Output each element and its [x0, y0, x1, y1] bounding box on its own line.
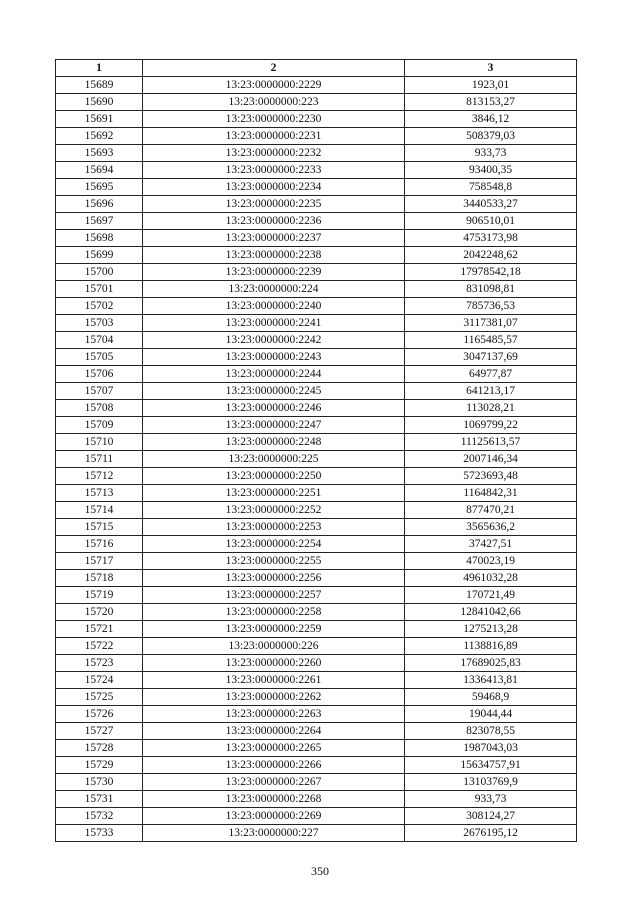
table-row	[56, 791, 577, 808]
cadastral-number-cell: 13:23:0000000:2264	[143, 723, 405, 740]
cadastral-number-cell: 13:23:0000000:2241	[143, 315, 405, 332]
table-row	[56, 281, 577, 298]
row-number-cell: 15726	[56, 706, 143, 723]
cadastral-number-cell: 13:23:0000000:2252	[143, 502, 405, 519]
row-number-cell: 15729	[56, 757, 143, 774]
row-number-cell: 15695	[56, 179, 143, 196]
row-number-cell: 15720	[56, 604, 143, 621]
cadastral-number-cell: 13:23:0000000:2235	[143, 196, 405, 213]
table-row	[56, 502, 577, 519]
row-number-cell: 15713	[56, 485, 143, 502]
row-number-cell: 15723	[56, 655, 143, 672]
table-row	[56, 349, 577, 366]
cadastral-number-cell: 13:23:0000000:2230	[143, 111, 405, 128]
value-cell: 12841042,66	[405, 604, 577, 621]
value-cell: 4961032,28	[405, 570, 577, 587]
row-number-cell: 15689	[56, 77, 143, 94]
column-header-2: 2	[143, 60, 405, 77]
row-number-cell: 15717	[56, 553, 143, 570]
value-cell: 59468,9	[405, 689, 577, 706]
cadastral-number-cell: 13:23:0000000:2243	[143, 349, 405, 366]
cadastral-number-cell: 13:23:0000000:2239	[143, 264, 405, 281]
cadastral-number-cell: 13:23:0000000:2231	[143, 128, 405, 145]
table-row	[56, 689, 577, 706]
cadastral-number-cell: 13:23:0000000:2254	[143, 536, 405, 553]
table-row	[56, 757, 577, 774]
cadastral-number-cell: 13:23:0000000:2268	[143, 791, 405, 808]
table-row	[56, 655, 577, 672]
table-row	[56, 774, 577, 791]
cadastral-number-cell: 13:23:0000000:224	[143, 281, 405, 298]
cadastral-number-cell: 13:23:0000000:2246	[143, 400, 405, 417]
table-row	[56, 485, 577, 502]
cadastral-number-cell: 13:23:0000000:226	[143, 638, 405, 655]
page-number: 350	[311, 864, 329, 878]
value-cell: 1069799,22	[405, 417, 577, 434]
cadastral-number-cell: 13:23:0000000:2260	[143, 655, 405, 672]
value-cell: 785736,53	[405, 298, 577, 315]
table-row	[56, 179, 577, 196]
row-number-cell: 15708	[56, 400, 143, 417]
value-cell: 508379,03	[405, 128, 577, 145]
cadastral-number-cell: 13:23:0000000:223	[143, 94, 405, 111]
table-row	[56, 111, 577, 128]
row-number-cell: 15696	[56, 196, 143, 213]
table-row	[56, 468, 577, 485]
value-cell: 5723693,48	[405, 468, 577, 485]
value-cell: 13103769,9	[405, 774, 577, 791]
table-row	[56, 315, 577, 332]
value-cell: 933,73	[405, 791, 577, 808]
cadastral-number-cell: 13:23:0000000:2242	[143, 332, 405, 349]
table-row	[56, 247, 577, 264]
cadastral-number-cell: 13:23:0000000:2233	[143, 162, 405, 179]
table-row	[56, 638, 577, 655]
value-cell: 3440533,27	[405, 196, 577, 213]
value-cell: 933,73	[405, 145, 577, 162]
table-row	[56, 366, 577, 383]
table-row	[56, 808, 577, 825]
row-number-cell: 15733	[56, 825, 143, 842]
cadastral-number-cell: 13:23:0000000:2269	[143, 808, 405, 825]
table-row	[56, 519, 577, 536]
cadastral-number-cell: 13:23:0000000:225	[143, 451, 405, 468]
row-number-cell: 15690	[56, 94, 143, 111]
table-row	[56, 230, 577, 247]
value-cell: 831098,81	[405, 281, 577, 298]
value-cell: 1336413,81	[405, 672, 577, 689]
table-row	[56, 723, 577, 740]
value-cell: 64977,87	[405, 366, 577, 383]
value-cell: 2676195,12	[405, 825, 577, 842]
value-cell: 823078,55	[405, 723, 577, 740]
row-number-cell: 15702	[56, 298, 143, 315]
row-number-cell: 15698	[56, 230, 143, 247]
cadastral-number-cell: 13:23:0000000:2232	[143, 145, 405, 162]
row-number-cell: 15691	[56, 111, 143, 128]
cadastral-number-cell: 13:23:0000000:2253	[143, 519, 405, 536]
value-cell: 641213,17	[405, 383, 577, 400]
value-cell: 17689025,83	[405, 655, 577, 672]
row-number-cell: 15692	[56, 128, 143, 145]
cadastral-number-cell: 13:23:0000000:2244	[143, 366, 405, 383]
value-cell: 4753173,98	[405, 230, 577, 247]
row-number-cell: 15732	[56, 808, 143, 825]
row-number-cell: 15699	[56, 247, 143, 264]
row-number-cell: 15711	[56, 451, 143, 468]
row-number-cell: 15700	[56, 264, 143, 281]
row-number-cell: 15694	[56, 162, 143, 179]
value-cell: 1987043,03	[405, 740, 577, 757]
cadastral-value-table	[55, 59, 577, 842]
table-row	[56, 400, 577, 417]
cadastral-number-cell: 13:23:0000000:2251	[143, 485, 405, 502]
value-cell: 170721,49	[405, 587, 577, 604]
value-cell: 11125613,57	[405, 434, 577, 451]
row-number-cell: 15714	[56, 502, 143, 519]
table-body	[56, 77, 577, 842]
table-row	[56, 298, 577, 315]
table-row	[56, 587, 577, 604]
value-cell: 3565636,2	[405, 519, 577, 536]
table-row	[56, 451, 577, 468]
row-number-cell: 15710	[56, 434, 143, 451]
table-row	[56, 672, 577, 689]
cadastral-number-cell: 13:23:0000000:2245	[143, 383, 405, 400]
row-number-cell: 15719	[56, 587, 143, 604]
row-number-cell: 15718	[56, 570, 143, 587]
cadastral-number-cell: 13:23:0000000:227	[143, 825, 405, 842]
row-number-cell: 15706	[56, 366, 143, 383]
table-row	[56, 332, 577, 349]
value-cell: 2007146,34	[405, 451, 577, 468]
table-header	[56, 60, 577, 77]
cadastral-number-cell: 13:23:0000000:2237	[143, 230, 405, 247]
cadastral-number-cell: 13:23:0000000:2229	[143, 77, 405, 94]
row-number-cell: 15715	[56, 519, 143, 536]
table-row	[56, 570, 577, 587]
cadastral-number-cell: 13:23:0000000:2261	[143, 672, 405, 689]
row-number-cell: 15701	[56, 281, 143, 298]
cadastral-number-cell: 13:23:0000000:2265	[143, 740, 405, 757]
row-number-cell: 15712	[56, 468, 143, 485]
cadastral-number-cell: 13:23:0000000:2259	[143, 621, 405, 638]
cadastral-number-cell: 13:23:0000000:2248	[143, 434, 405, 451]
cadastral-number-cell: 13:23:0000000:2267	[143, 774, 405, 791]
table-row	[56, 604, 577, 621]
value-cell: 1923,01	[405, 77, 577, 94]
row-number-cell: 15709	[56, 417, 143, 434]
row-number-cell: 15725	[56, 689, 143, 706]
row-number-cell: 15722	[56, 638, 143, 655]
cadastral-number-cell: 13:23:0000000:2255	[143, 553, 405, 570]
row-number-cell: 15703	[56, 315, 143, 332]
cadastral-number-cell: 13:23:0000000:2238	[143, 247, 405, 264]
value-cell: 877470,21	[405, 502, 577, 519]
row-number-cell: 15697	[56, 213, 143, 230]
value-cell: 113028,21	[405, 400, 577, 417]
row-number-cell: 15716	[56, 536, 143, 553]
cadastral-number-cell: 13:23:0000000:2266	[143, 757, 405, 774]
value-cell: 906510,01	[405, 213, 577, 230]
value-cell: 37427,51	[405, 536, 577, 553]
value-cell: 93400,35	[405, 162, 577, 179]
value-cell: 308124,27	[405, 808, 577, 825]
cadastral-number-cell: 13:23:0000000:2262	[143, 689, 405, 706]
row-number-cell: 15721	[56, 621, 143, 638]
table-header-row	[56, 60, 577, 77]
value-cell: 758548,8	[405, 179, 577, 196]
value-cell: 813153,27	[405, 94, 577, 111]
table-row	[56, 825, 577, 842]
value-cell: 1275213,28	[405, 621, 577, 638]
column-header-3: 3	[405, 60, 577, 77]
row-number-cell: 15730	[56, 774, 143, 791]
table-row	[56, 434, 577, 451]
value-cell: 1164842,31	[405, 485, 577, 502]
table-row	[56, 706, 577, 723]
cadastral-number-cell: 13:23:0000000:2247	[143, 417, 405, 434]
table-row	[56, 77, 577, 94]
cadastral-number-cell: 13:23:0000000:2236	[143, 213, 405, 230]
table-row	[56, 740, 577, 757]
value-cell: 19044,44	[405, 706, 577, 723]
value-cell: 2042248,62	[405, 247, 577, 264]
column-header-1: 1	[56, 60, 143, 77]
row-number-cell: 15705	[56, 349, 143, 366]
value-cell: 3117381,07	[405, 315, 577, 332]
cadastral-number-cell: 13:23:0000000:2240	[143, 298, 405, 315]
table-row	[56, 536, 577, 553]
table-row	[56, 621, 577, 638]
cadastral-number-cell: 13:23:0000000:2250	[143, 468, 405, 485]
table-row	[56, 196, 577, 213]
value-cell: 3047137,69	[405, 349, 577, 366]
value-cell: 470023,19	[405, 553, 577, 570]
value-cell: 1138816,89	[405, 638, 577, 655]
table-row	[56, 94, 577, 111]
cadastral-number-cell: 13:23:0000000:2263	[143, 706, 405, 723]
cadastral-number-cell: 13:23:0000000:2234	[143, 179, 405, 196]
row-number-cell: 15704	[56, 332, 143, 349]
value-cell: 1165485,57	[405, 332, 577, 349]
table-row	[56, 553, 577, 570]
value-cell: 15634757,91	[405, 757, 577, 774]
value-cell: 17978542,18	[405, 264, 577, 281]
row-number-cell: 15693	[56, 145, 143, 162]
value-cell: 3846,12	[405, 111, 577, 128]
cadastral-number-cell: 13:23:0000000:2256	[143, 570, 405, 587]
table-row	[56, 162, 577, 179]
row-number-cell: 15724	[56, 672, 143, 689]
table-row	[56, 264, 577, 281]
table-row	[56, 145, 577, 162]
cadastral-number-cell: 13:23:0000000:2258	[143, 604, 405, 621]
table-row	[56, 213, 577, 230]
row-number-cell: 15731	[56, 791, 143, 808]
row-number-cell: 15727	[56, 723, 143, 740]
row-number-cell: 15728	[56, 740, 143, 757]
table-row	[56, 383, 577, 400]
cadastral-number-cell: 13:23:0000000:2257	[143, 587, 405, 604]
row-number-cell: 15707	[56, 383, 143, 400]
table-row	[56, 128, 577, 145]
table-row	[56, 417, 577, 434]
